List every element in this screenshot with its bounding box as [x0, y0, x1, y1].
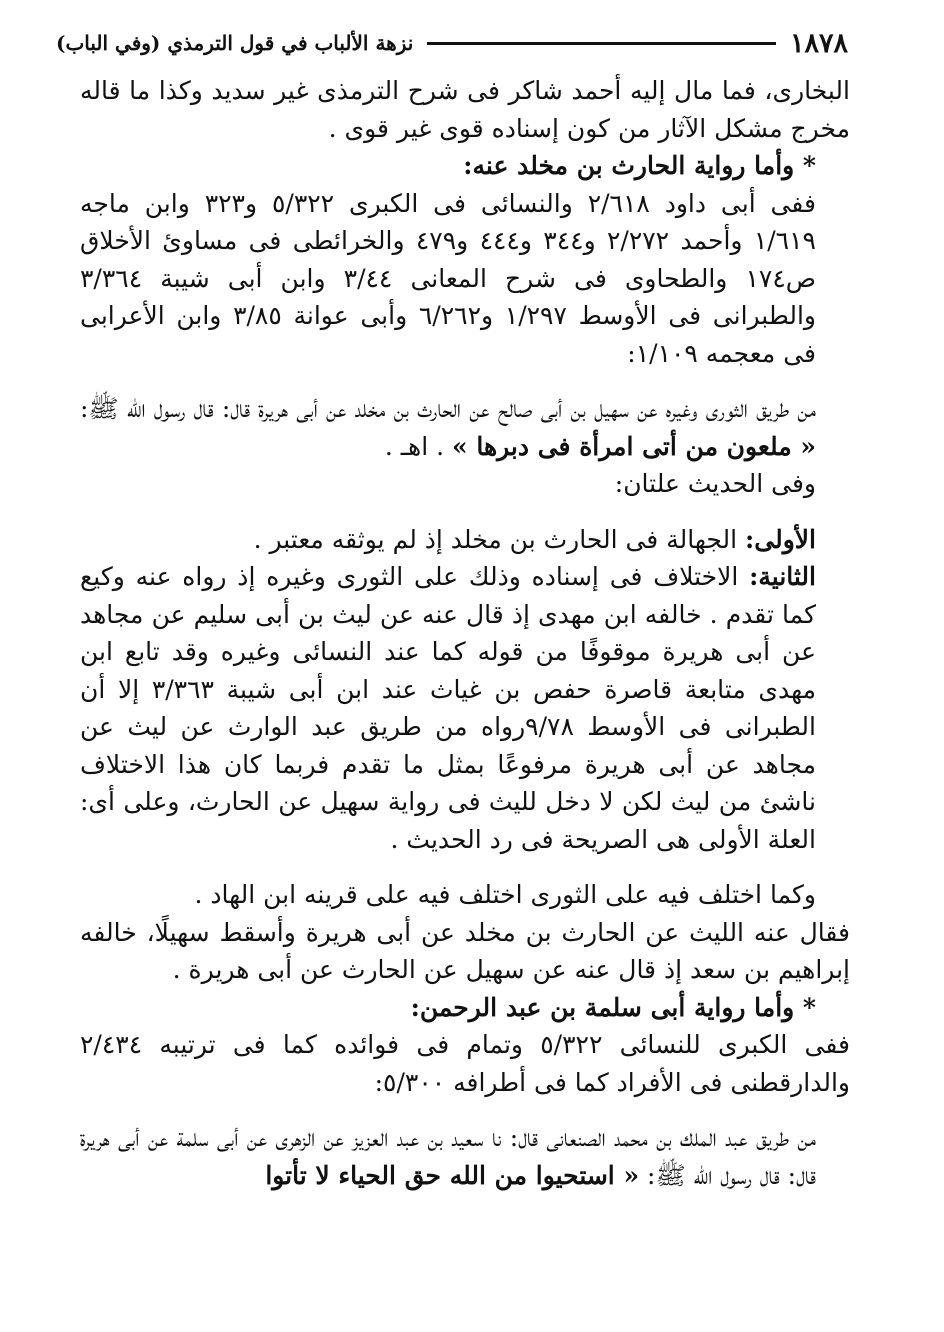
point-label: الثانية: — [749, 562, 816, 591]
section-heading: * وأما رواية الحارث بن مخلد عنه: — [463, 151, 816, 180]
page-body — [80, 72, 850, 1194]
paragraph — [80, 521, 850, 559]
paragraph: وكما اختلف فيه على الثورى اختلف فيه على قرينه ابن الهاد . — [194, 880, 816, 909]
point-label: الأولى: — [745, 524, 816, 554]
paragraph — [80, 558, 850, 858]
paragraph: وفى الحديث علتان: — [614, 469, 816, 498]
paragraph: البخارى، فما مال إليه أحمد شاكر فى شرح الترمذى غير سديد وكذا ما قاله مخرج مشكل الآثار من كون إسناده قوى غير قوى . — [80, 76, 850, 143]
paragraph-text: من طريق عبد الملك بن محمد الصنعانى قال: نا سعيد بن عبد العزيز عن الزهرى عن أبى سلمة عن أبى هريرة قال: قال رسول الله ﷺ: — [80, 1123, 816, 1190]
paragraph: فقال عنه الليث عن الحارث بن مخلد عن أبى هريرة وأسقط سهيلًا، خالفه إبراهيم بن سعد إذ قال عنه عن سهيل عن الحارث عن أبى هريرة . — [80, 917, 850, 984]
hadith-quote: « ملعون من أتى امرأة فى دبرها » — [452, 431, 816, 461]
paragraph-text: الاختلاف فى إسناده وذلك على الثورى وغيره إذ رواه عنه وكيع كما تقدم . خالفه ابن مهدى إذ قال عنه عن ليث بن أبى سليم عن مجاهد عن أبى هريرة موقوفًا من قوله كما عند النسائى وغيره وقد تابع ابن مهدى متابعة قاصرة حفص بن غياث عند ابن أبى شيبة ٣/٣٦٣ إلا أن الطبرانى فى الأوسط ٩/٧٨رواه من طريق عبد الوارث عن ليث عن مجاهد عن أبى هريرة مرفوعًا بمثل ما تقدم فربما كان هذا الاختلاف ناشئ من ليث لكن لا دخل لليث فى رواية سهيل عن الحارث، وعلى أى: العلة الأولى هى الصريحة فى رد الحديث . — [80, 562, 816, 854]
paragraph-text: الجهالة فى الحارث بن مخلد إذ لم يوثقه معتبر . — [253, 524, 746, 554]
header-rule — [427, 42, 776, 45]
paragraph-text: . اهـ . — [384, 431, 452, 461]
hadith-quote: « استحيوا من الله حق الحياء لا تأتوا — [265, 1160, 640, 1190]
paragraph: ففى أبى داود ٢/٦١٨ والنسائى فى الكبرى ٥/٣٢٢ و٣٢٣ وابن ماجه ١/٦١٩ وأحمد ٢/٢٧٢ و٣٤٤ و٤٤٤ و٤٧٩ والخرائطى فى مساوئ الأخلاق ص١٧٤ والطحاوى فى شرح المعانى ٣/٤٤ وابن أبى شيبة ٣/٣٦٤ والطبرانى فى الأوسط ١/٢٩٧ و٦/٢٦٢ وأبى عوانة ٣/٨٥ وابن الأعرابى فى معجمه ١/١٠٩: — [80, 188, 816, 368]
page-number: ١٨٧٨ — [789, 27, 848, 59]
paragraph: ففى الكبرى للنسائى ٥/٣٢٢ وتمام فى فوائده كما فى ترتيبه ٢/٤٣٤ والدارقطنى فى الأفراد كما فى أطرافه ٥/٣٠٠: — [80, 1030, 850, 1097]
paragraph — [80, 390, 850, 465]
running-title: نزهة الألباب في قول الترمذي (وفي الباب) — [56, 31, 414, 55]
paragraph — [80, 1119, 850, 1194]
paragraph-text: من طريق الثورى وغيره عن سهيل بن أبى صالح عن الحارث بن مخلد عن أبى هريرة قال: قال رسول الله ﷺ: — [80, 394, 816, 423]
section-heading: * وأما رواية أبى سلمة بن عبد الرحمن: — [410, 992, 816, 1022]
page-header — [56, 28, 848, 58]
